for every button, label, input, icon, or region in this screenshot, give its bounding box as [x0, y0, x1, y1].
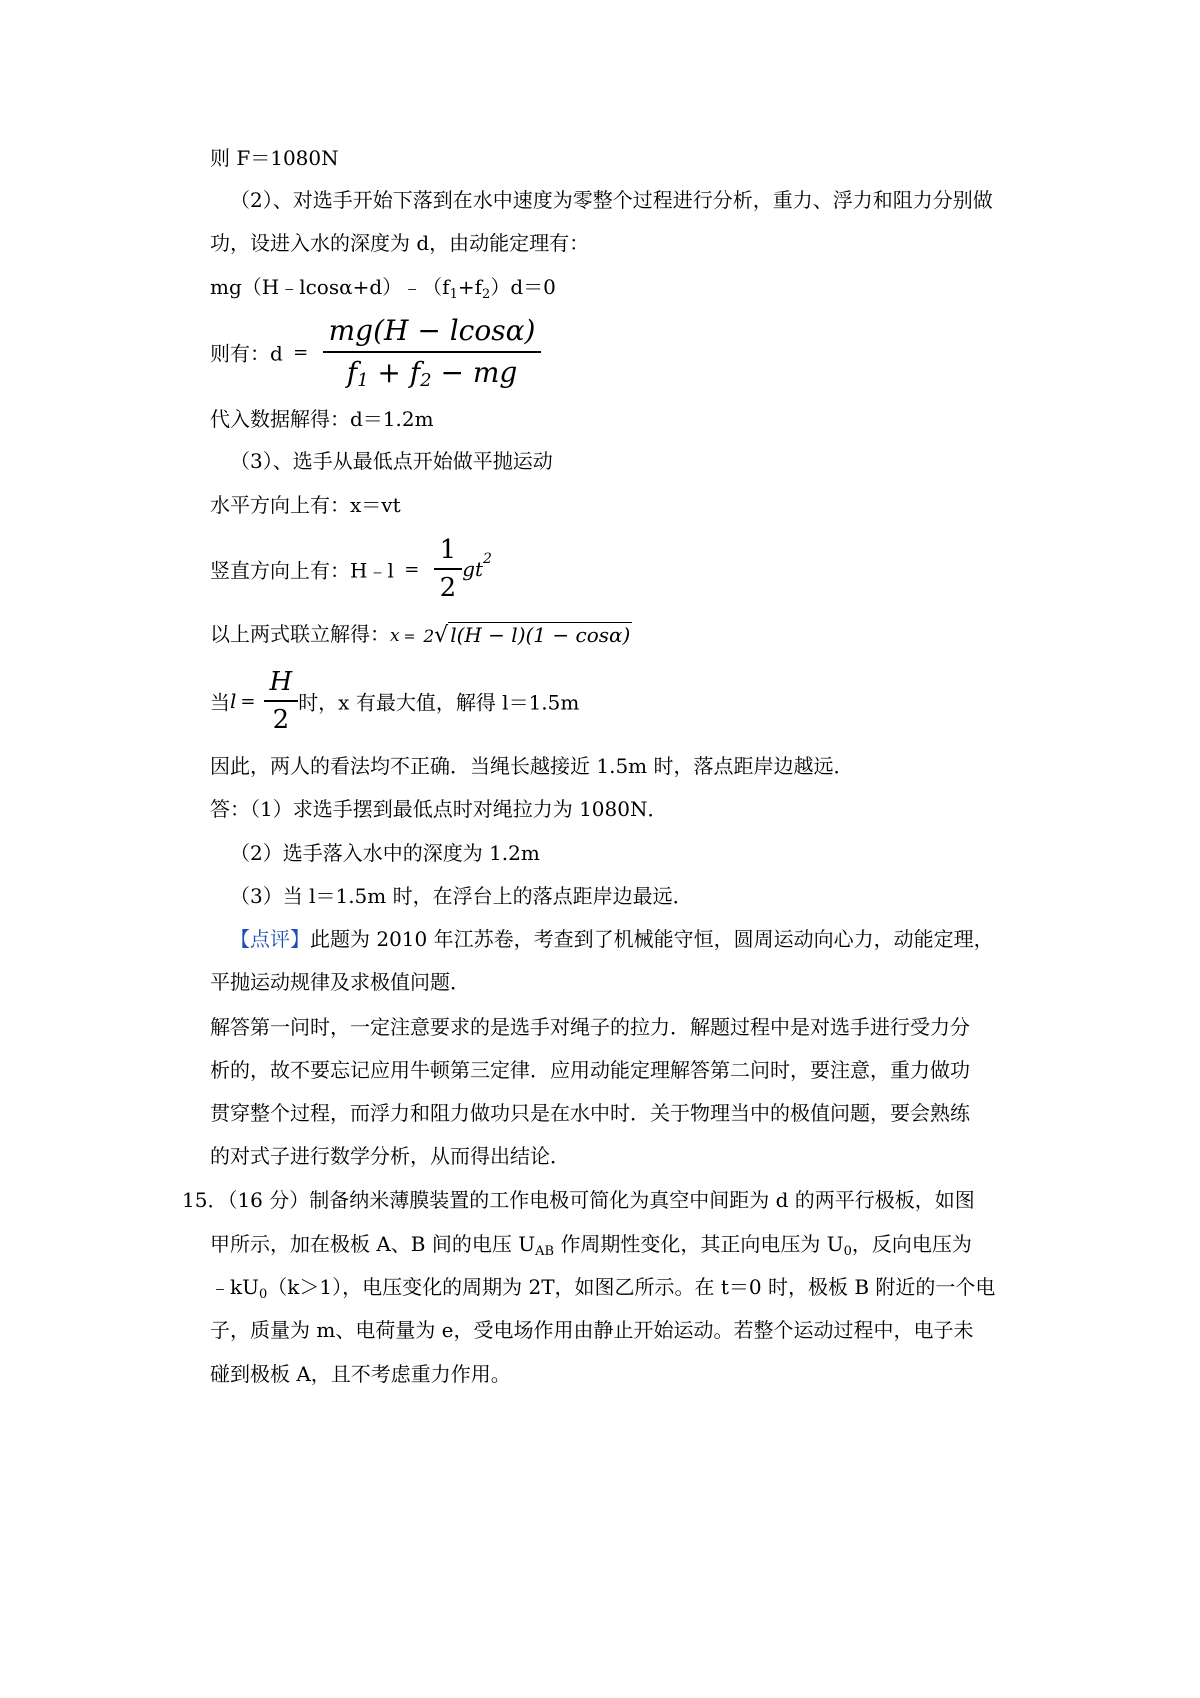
denominator: 2: [272, 705, 290, 735]
text-line: [210, 228, 589, 258]
numerator: mg(H − lcosα): [328, 314, 536, 347]
text: 则有：d: [210, 341, 283, 366]
text: mg（H﹣lcosα+d）﹣（f: [210, 275, 450, 299]
text: 解答第一问时，一定注意要求的是选手对绳子的拉力．解题过程中是对选手进行受力分: [210, 1015, 970, 1039]
fraction: [264, 664, 299, 738]
text: 功，设进入水的深度为 d，由动能定理有：: [210, 231, 590, 255]
text: + f: [368, 356, 421, 389]
text: 析的，故不要忘记应用牛顿第三定律．应用动能定理解答第二问时，要注意，重力做功: [210, 1058, 970, 1082]
text: 当: [210, 690, 230, 715]
text: （2）选手落入水中的深度为 1.2m: [230, 841, 540, 865]
text-line: [210, 794, 667, 824]
equals-sign: =: [240, 690, 256, 712]
equals-sign: =: [404, 558, 420, 580]
text-line: [230, 838, 540, 868]
equation-energy: [210, 272, 556, 302]
subscript: AB: [535, 1244, 555, 1259]
text-line: [210, 1055, 970, 1085]
superscript: 2: [483, 551, 492, 567]
text: 的对式子进行数学分析，从而得出结论．: [210, 1144, 570, 1168]
text: （k＞1），电压变化的周期为 2T，如图乙所示。在 t＝0 时，极板 B 附近的一个电: [267, 1275, 996, 1299]
text: 竖直方向上有：H﹣l: [210, 558, 394, 583]
text-line: [210, 967, 470, 997]
text: 因此，两人的看法均不正确．当绳长越接近 1.5m 时，落点距岸边越远．: [210, 754, 854, 778]
question-15-line: [210, 1359, 511, 1389]
equals-sign: =: [403, 629, 416, 645]
text-line: [230, 924, 994, 954]
text: − mg: [431, 356, 518, 389]
text: 平抛运动规律及求极值问题．: [210, 970, 470, 994]
equation-depth: [210, 311, 541, 393]
subscript: 2: [482, 287, 491, 302]
subscript: 0: [843, 1244, 852, 1259]
question-15-line: [210, 1315, 974, 1345]
text: 甲所示，加在极板 A、B 间的电压 U: [210, 1232, 536, 1256]
text-line: [230, 446, 553, 476]
text: 时，x 有最大值，解得 l＝1.5m: [298, 690, 580, 715]
text: ﹣kU: [210, 1275, 259, 1299]
text-line: [230, 185, 993, 215]
denominator: 2: [439, 573, 457, 603]
fraction: [323, 311, 542, 393]
text: ）d＝0: [490, 275, 556, 299]
text: 15．（16 分）制备纳米薄膜装置的工作电极可简化为真空中间距为 d 的两平行极板，如图: [182, 1188, 975, 1212]
subscript: 0: [258, 1287, 268, 1302]
text: 则 F＝1080N: [210, 146, 339, 170]
equation-distance: [210, 619, 632, 652]
text: 作周期性变化，其正向电压为 U: [554, 1232, 844, 1256]
subscript: 1: [357, 370, 369, 391]
text: （3）、选手从最低点开始做平抛运动: [230, 449, 553, 473]
equation-extremum: [210, 664, 579, 738]
text: （3）当 l＝1.5m 时，在浮台上的落点距岸边最远．: [230, 884, 693, 908]
text: 碰到极板 A，且不考虑重力作用。: [210, 1362, 511, 1386]
numerator: 1: [439, 535, 457, 565]
radical-sign: √: [434, 622, 449, 648]
text-line: [210, 1012, 970, 1042]
text: 水平方向上有：x＝vt: [210, 493, 401, 517]
text: 以上两式联立解得：: [210, 622, 390, 646]
text-line: [210, 404, 434, 434]
text-line: [210, 143, 339, 173]
text-line: [230, 881, 693, 911]
subscript: 1: [449, 287, 458, 302]
numerator: H: [269, 667, 293, 697]
text: 2: [423, 626, 435, 647]
text: 子，质量为 m、电荷量为 e，受电场作用由静止开始运动。若整个运动过程中，电子未: [210, 1318, 974, 1342]
question-15-line: [210, 1229, 972, 1259]
denominator: [323, 353, 542, 393]
subscript: 2: [420, 370, 432, 391]
text: l: [230, 689, 237, 713]
text: gt: [462, 557, 484, 581]
text: （2）、对选手开始下落到在水中速度为零整个过程进行分析，重力、浮力和阻力分别做: [230, 188, 993, 212]
text-line: [210, 1098, 970, 1128]
text-line: [210, 751, 854, 781]
comment-tag: 【点评】: [230, 927, 310, 951]
text-line: [210, 490, 401, 520]
text: x: [390, 626, 400, 646]
radicand: l(H − l)(1 − cosα): [450, 622, 631, 647]
text-line: [210, 1141, 570, 1171]
text: f: [346, 356, 358, 389]
question-15-line: [182, 1185, 975, 1215]
text: 代入数据解得：d＝1.2m: [210, 407, 434, 431]
text: 此题为 2010 年江苏卷，考查到了机械能守恒，圆周运动向心力，动能定理，: [310, 927, 994, 951]
text: ，反向电压为: [851, 1232, 972, 1256]
text: +f: [457, 275, 483, 299]
text: 答：（1）求选手摆到最低点时对绳拉力为 1080N．: [210, 797, 668, 821]
fraction: [434, 532, 463, 606]
question-15-line: [210, 1272, 995, 1302]
square-root: [423, 620, 632, 652]
equation-vertical: [210, 532, 492, 606]
equals-sign: =: [293, 341, 309, 363]
text: 贯穿整个过程，而浮力和阻力做功只是在水中时．关于物理当中的极值问题，要会熟练: [210, 1101, 970, 1125]
